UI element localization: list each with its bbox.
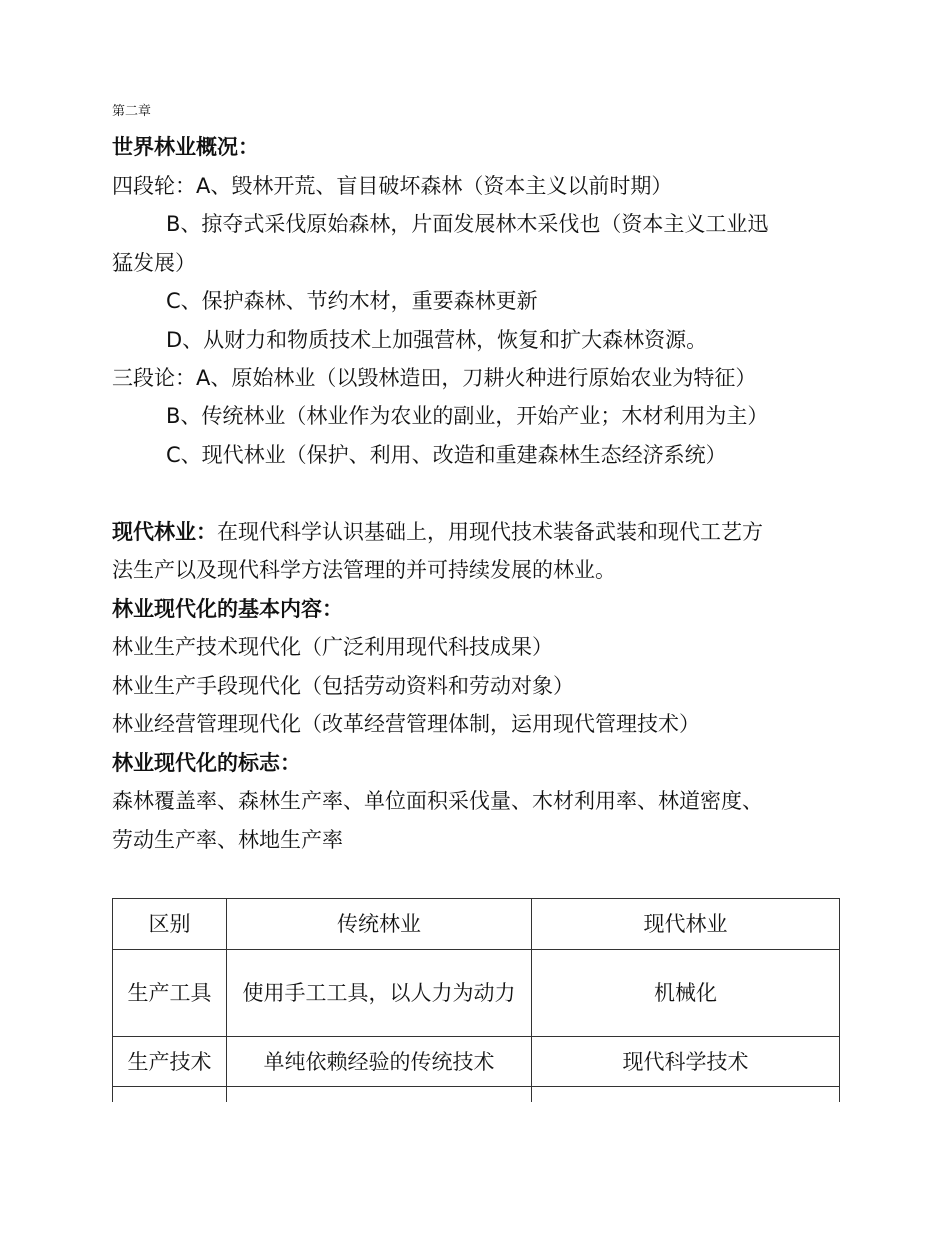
three-stage-c: C、现代林业（保护、利用、改造和重建森林生态经济系统）	[166, 443, 727, 467]
table-cell: 使用手工工具，以人力为动力	[227, 950, 532, 1037]
header-cell: 区别	[113, 899, 227, 950]
indicators-line2: 劳动生产率、林地生产率	[112, 828, 343, 852]
modernization-indicators-heading: 林业现代化的标志：	[112, 751, 301, 775]
page-bottom-mask	[112, 1102, 852, 1242]
table-cell: 现代科学技术	[532, 1037, 840, 1087]
four-stage-d: D、从财力和物质技术上加强营林，恢复和扩大森林资源。	[166, 328, 708, 352]
content-item: 林业生产手段现代化（包括劳动资料和劳动对象）	[112, 674, 574, 698]
table-cell: 机械化	[532, 950, 840, 1037]
table-header-row	[113, 899, 840, 950]
four-stage-c: C、保护森林、节约木材，重要森林更新	[166, 289, 538, 313]
table-cell: 生产技术	[113, 1037, 227, 1087]
table-row	[113, 1037, 840, 1087]
table-row	[113, 950, 840, 1037]
modernization-content-heading: 林业现代化的基本内容：	[112, 597, 343, 621]
chapter-label: 第二章	[112, 104, 152, 119]
content-item: 林业经营管理现代化（改革经营管理体制，运用现代管理技术）	[112, 712, 700, 736]
header-cell: 传统林业	[227, 899, 532, 950]
modern-forestry-term: 现代林业：	[112, 520, 217, 544]
four-stage-b-line2: 猛发展）	[112, 251, 196, 275]
modern-forestry-def-line2: 法生产以及现代科学方法管理的并可持续发展的林业。	[112, 558, 616, 582]
modern-forestry-def-line1: 在现代科学认识基础上，用现代技术装备武装和现代工艺方	[217, 520, 763, 544]
three-stage-b: B、传统林业（林业作为农业的副业，开始产业；木材利用为主）	[166, 404, 769, 428]
world-forestry-heading: 世界林业概况：	[112, 135, 259, 159]
modern-forestry-definition	[112, 513, 763, 551]
three-stage-a: 三段论：A、原始林业（以毁林造田，刀耕火种进行原始农业为特征）	[112, 366, 757, 390]
table-cell: 生产工具	[113, 950, 227, 1037]
content-item: 林业生产技术现代化（广泛利用现代科技成果）	[112, 635, 553, 659]
indicators-line1: 森林覆盖率、森林生产率、单位面积采伐量、木材利用率、林道密度、	[112, 789, 763, 813]
table-cell: 单纯依赖经验的传统技术	[227, 1037, 532, 1087]
four-stage-a: 四段轮：A、毁林开荒、盲目破坏森林（资本主义以前时期）	[112, 174, 673, 198]
header-cell: 现代林业	[532, 899, 840, 950]
four-stage-b-line1: B、掠夺式采伐原始森林，片面发展林木采伐也（资本主义工业迅	[166, 212, 769, 236]
